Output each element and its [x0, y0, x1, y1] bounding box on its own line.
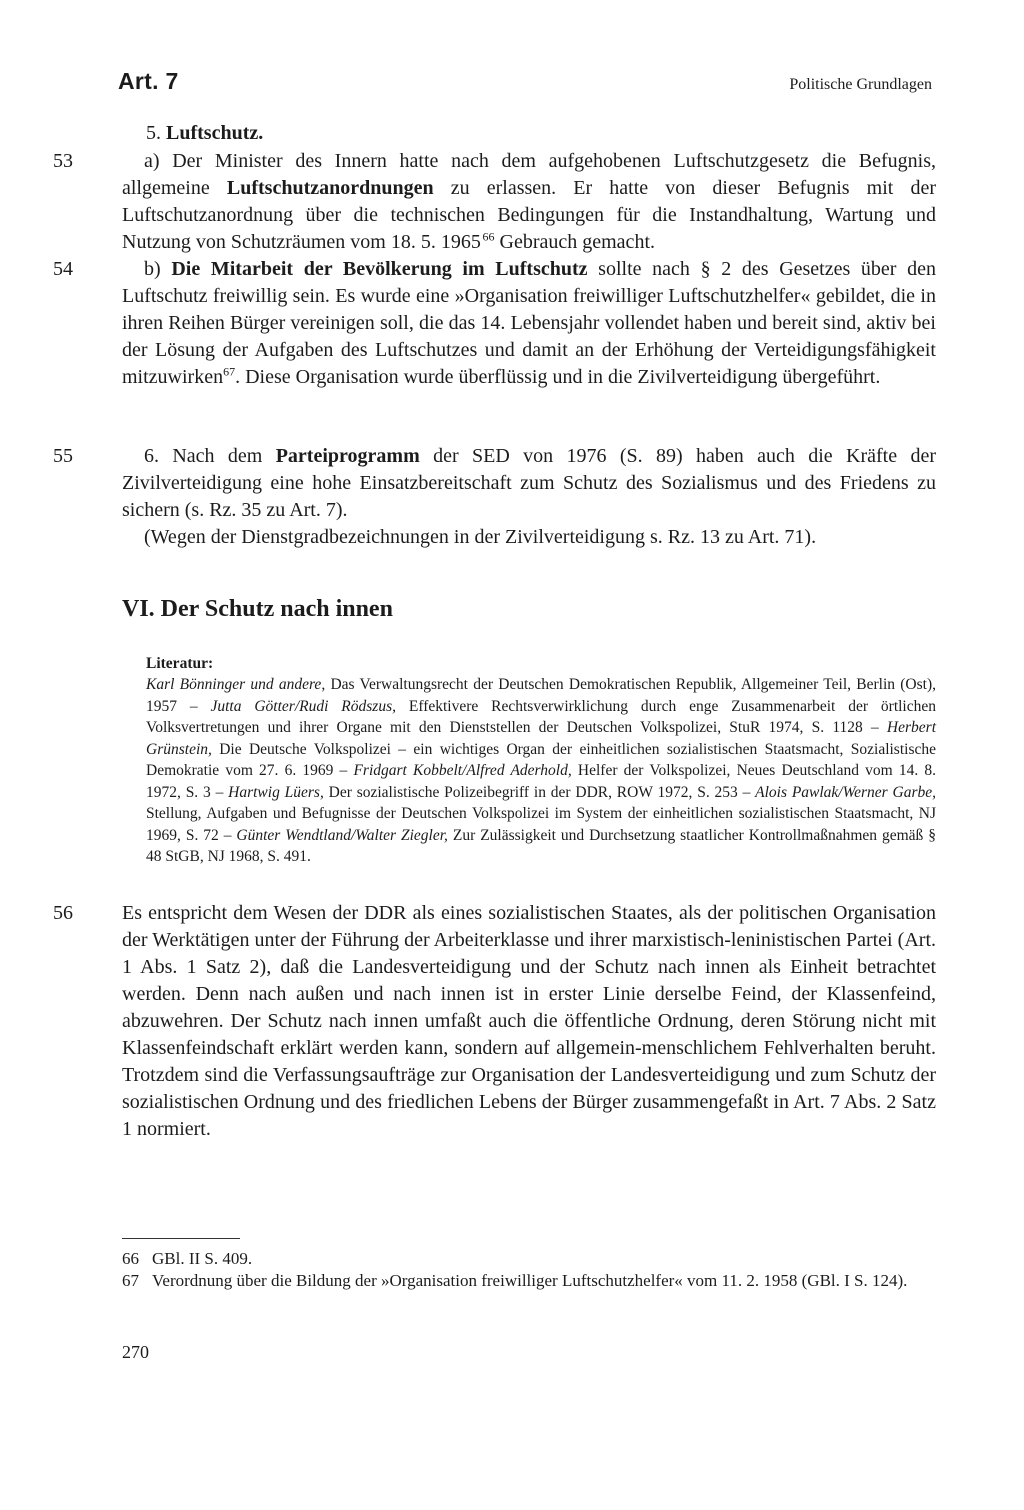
- lit-author-5: Hartwig Lüers,: [228, 783, 324, 801]
- lit-text-2: Effektivere Rechtsverwirklichung durch enge Zusammenarbeit der örtlichen Volksvertretungen und ihrer Organe mit den Dienststellen der Deutschen Volkspolizei, StuR 1974, S. 1128 –: [146, 697, 936, 736]
- footnotes: [122, 1248, 942, 1292]
- section-heading-vi: VI. Der Schutz nach innen: [122, 596, 393, 622]
- footnote-ref-67[interactable]: 67: [223, 364, 236, 379]
- page-number: 270: [122, 1342, 149, 1362]
- p55-text-a: 6. Nach dem: [144, 445, 276, 467]
- subheading-number: 5.: [146, 122, 161, 144]
- p53-text-a: a) Der Minister des Innern hatte nach dem aufgehobenen Luftschutzgesetz die Befugnis, allgemeine: [122, 150, 936, 199]
- p53-text-c: Gebrauch gemacht.: [494, 231, 655, 253]
- margin-number-53: 53: [53, 150, 73, 172]
- p54-text-b: sollte nach § 2 des Gesetzes über den Luftschutz freiwillig sein. Es wurde eine »Organisation freiwilliger Luftschutzhelfer« gebildet, die in ihren Reihen Bürger vereinigen soll, die das 14. Lebensjahr vollendet haben und bereit sind, aktiv bei der Lösung der Aufgaben des Luftschutzes und damit an der Erhöhung der Verteidigungsfähigkeit mitzuwirken: [122, 258, 937, 388]
- margin-number-56: 56: [53, 902, 73, 924]
- lit-author-7: Günter Wendtland/Walter Ziegler,: [236, 826, 448, 844]
- p55-bold: Parteiprogramm: [275, 445, 420, 467]
- p53-bold: Luftschutzanordnungen: [226, 177, 434, 199]
- lit-text-4: Helfer der Volkspolizei, Neues Deutschland vom 14. 8. 1972, S. 3 –: [146, 762, 936, 801]
- paragraph-53: [122, 148, 936, 256]
- subheading-text: Luftschutz.: [166, 122, 264, 144]
- footnote-divider: [122, 1238, 240, 1239]
- paragraph-55: [122, 443, 936, 551]
- lit-text-1: Das Verwaltungsrecht der Deutschen Demokratischen Republik, Allgemeiner Teil, Berlin (Ost), 1957 –: [146, 676, 936, 715]
- literature-label: Literatur:: [146, 655, 214, 672]
- p54-text-c: . Diese Organisation wurde überflüssig und in die Zivilverteidigung übergeführt.: [235, 366, 881, 388]
- margin-number-55: 55: [53, 445, 73, 467]
- running-header: Politische Grundlagen: [789, 76, 932, 93]
- p53-text-b: zu erlassen. Er hatte von dieser Befugnis mit der Luftschutzanordnung über die technischen Bedingungen für die Instandhaltung, Wartung und Nutzung von Schutzräumen vom 18. 5. 1965: [122, 177, 937, 253]
- p54-bold: Die Mitarbeit der Bevölkerung im Luftschutz: [171, 258, 588, 280]
- lit-author-3: Herbert Grünstein,: [146, 719, 936, 758]
- footnote-number: 66: [122, 1249, 139, 1268]
- subheading-luftschutz: [146, 120, 263, 147]
- p55-note: (Wegen der Dienstgradbezeichnungen in der Zivilverteidigung s. Rz. 13 zu Art. 71).: [144, 526, 817, 548]
- article-label: Art. 7: [118, 68, 179, 94]
- lit-text-5: Der sozialistische Polizeibegriff in der DDR, ROW 1972, S. 253 –: [323, 783, 756, 801]
- lit-author-4: Fridgart Kobbelt/Alfred Aderhold,: [353, 762, 572, 779]
- p54-text-a: b): [144, 258, 172, 280]
- margin-number-54: 54: [53, 258, 73, 280]
- footnote-text: GBl. II S. 409.: [152, 1249, 253, 1268]
- footnote-text: Verordnung über die Bildung der »Organisation freiwilliger Luftschutzhelfer« vom 11. 2. 1958 (GBl. I S. 124).: [152, 1271, 908, 1290]
- lit-author-2: Jutta Götter/Rudi Rödszus,: [210, 697, 396, 715]
- lit-author-1: Karl Bönninger und andere,: [146, 676, 326, 693]
- footnote-66: [122, 1248, 942, 1270]
- lit-text-3: Die Deutsche Volkspolizei – ein wichtiges Organ der einheitlichen sozialistischen Staatsmacht, Sozialistische Demokratie vom 27. 6. 1969 –: [146, 740, 936, 779]
- lit-author-6: Alois Pawlak/Werner Garbe,: [755, 783, 936, 801]
- p55-text-b: der SED von 1976 (S. 89) haben auch die Kräfte der Zivilverteidigung eine hohe Einsatzbereitschaft zum Schutz des Sozialismus und des Friedens zu sichern (s. Rz. 35 zu Art. 7).: [122, 445, 936, 521]
- lit-text-6: Stellung, Aufgaben und Befugnisse der Deutschen Volkspolizei im System der einheitlichen sozialistischen Staatsmacht, NJ 1969, S. 72 –: [146, 805, 936, 844]
- literature-list: [146, 674, 936, 868]
- footnote-number: 67: [122, 1271, 139, 1290]
- footnote-67: [122, 1270, 942, 1292]
- lit-text-7: Zur Zulässigkeit und Durchsetzung staatlicher Kontrollmaßnahmen gemäß § 48 StGB, NJ 1968, S. 491.: [146, 826, 936, 865]
- paragraph-56: [122, 900, 936, 1143]
- paragraph-54: [122, 256, 936, 391]
- footnote-ref-66[interactable]: 66: [482, 229, 495, 244]
- p56-text: Es entspricht dem Wesen der DDR als eines sozialistischen Staates, als der politischen Organisation der Werktätigen unter der Führung der Arbeiterklasse und ihrer marxistisch-leninistischen Partei (Art. 1 Abs. 1 Satz 2), daß die Landesverteidigung und der Schutz nach innen als Einheit betrachtet werden. Denn nach außen und nach innen ist in erster Linie derselbe Feind, der Klassenfeind, abzuwehren. Der Schutz nach innen umfaßt auch die öffentliche Ordnung, deren Störung nicht mit Klassenfeindschaft erklärt werden kann, sondern auf allgemein-menschlichem Fehlverhalten beruht. Trotzdem sind die Verfassungsaufträge zur Organisation der Landesverteidigung und zum Schutz der sozialistischen Ordnung und des friedlichen Lebens der Bürger zusammengefaßt in Art. 7 Abs. 2 Satz 1 normiert.: [122, 902, 936, 1140]
